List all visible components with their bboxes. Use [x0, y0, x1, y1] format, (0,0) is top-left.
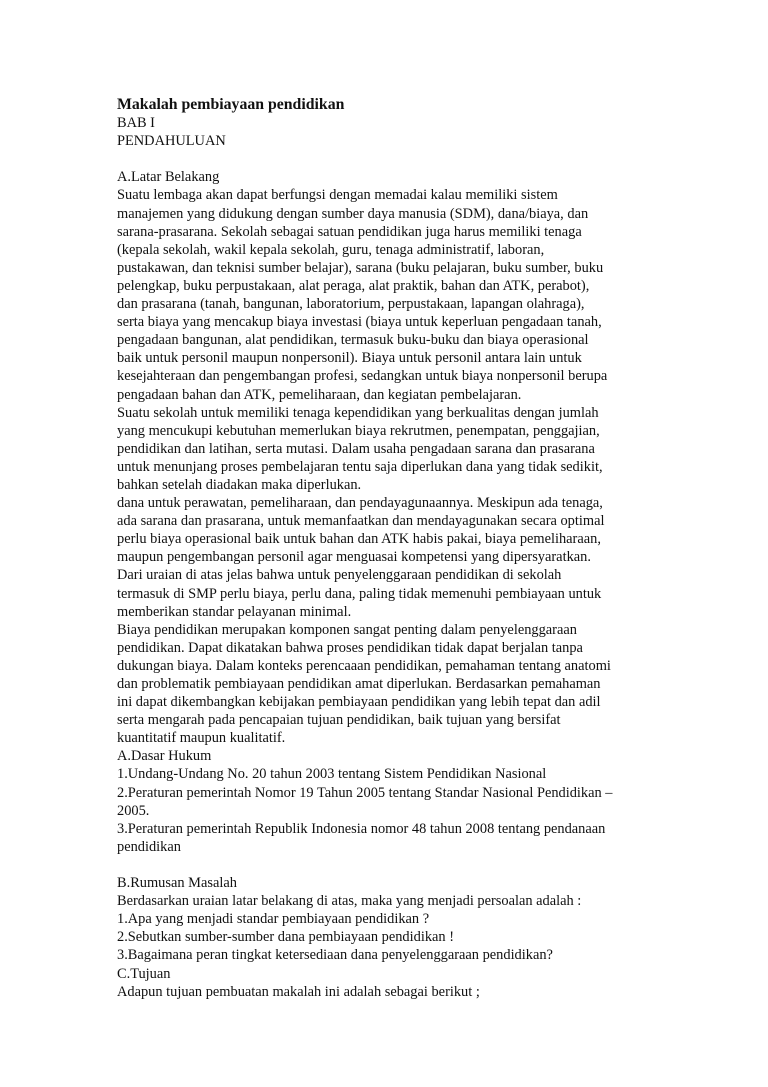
text-line: pelengkap, buku perpustakaan, alat peraga, alat praktik, bahan dan ATK, perabot),	[117, 277, 590, 294]
document-body	[117, 96, 662, 1001]
text-line: Dari uraian di atas jelas bahwa untuk penyelenggaraan pendidikan di sekolah	[117, 567, 562, 584]
text-line: yang mencukupi kebutuhan memerlukan biaya rekrutmen, penempatan, penggajian,	[117, 422, 600, 439]
blank-line	[117, 856, 662, 874]
text-line: 2.Sebutkan sumber-sumber dana pembiayaan pendidikan !	[117, 929, 454, 946]
text-line: kuantitatif maupun kualitatif.	[117, 730, 286, 747]
section-heading-tujuan: C.Tujuan	[117, 965, 171, 982]
text-line: 1.Undang-Undang No. 20 tahun 2003 tentang Sistem Pendidikan Nasional	[117, 766, 547, 783]
text-line: Suatu sekolah untuk memiliki tenaga kependidikan yang berkualitas dengan jumlah	[117, 404, 599, 421]
section-heading-dasar-hukum: A.Dasar Hukum	[117, 748, 212, 765]
text-line: dan problematik pembiayaan pendidikan amat diperlukan. Berdasarkan pemahaman	[117, 676, 601, 692]
text-line: pendidikan	[117, 838, 181, 855]
text-line: pengadaan bahan dan ATK, pemeliharaan, dan kegiatan pembelajaran.	[117, 386, 522, 403]
text-line: Suatu lembaga akan dapat berfungsi dengan memadai kalau memiliki sistem	[117, 187, 558, 204]
text-line: termasuk di SMP perlu biaya, perlu dana, paling tidak memenuhi pembiayaan untuk	[117, 585, 602, 602]
text-line: kesejahteraan dan pengembangan profesi, sedangkan untuk biaya nonpersonil berupa	[117, 368, 608, 385]
text-line: 2.Peraturan pemerintah Nomor 19 Tahun 2005 tentang Standar Nasional Pendidikan –	[117, 784, 613, 801]
text-line: Berdasarkan uraian latar belakang di atas, maka yang menjadi persoalan adalah :	[117, 893, 582, 910]
text-line: (kepala sekolah, wakil kepala sekolah, guru, tenaga administratif, laboran,	[117, 241, 545, 258]
section-latar-belakang	[117, 186, 662, 747]
text-line: bahkan setelah diadakan maka diperlukan.	[117, 476, 362, 493]
text-line: dukungan biaya. Dalam konteks perencaaan pendidikan, pemahaman tentang anatomi	[117, 657, 611, 674]
text-line: 2005.	[117, 802, 150, 819]
section-heading-latar-belakang: A.Latar Belakang	[117, 169, 220, 186]
text-line: pendidikan. Dapat dikatakan bahwa proses pendidikan tidak dapat berjalan tanpa	[117, 639, 583, 656]
text-line: pengadaan bangunan, alat pendidikan, termasuk buku-buku dan biaya operasional	[117, 332, 589, 349]
text-line: maupun pengembangan personil agar menguasai kompetensi yang dipersyaratkan.	[117, 549, 591, 566]
section-rumusan-masalah	[117, 892, 662, 964]
text-line: 3.Peraturan pemerintah Republik Indonesia nomor 48 tahun 2008 tentang pendanaan	[117, 820, 606, 837]
text-line: baik untuk personil maupun nonpersonil). Biaya untuk personil antara lain untuk	[117, 350, 582, 367]
text-line: 1.Apa yang menjadi standar pembiayaan pendidikan ?	[117, 911, 430, 928]
chapter-title: PENDAHULUAN	[117, 133, 226, 150]
text-line: serta biaya yang mencakup biaya investasi (biaya untuk keperluan pengadaan tanah,	[117, 314, 602, 331]
text-line: dana untuk perawatan, pemeliharaan, dan pendayagunaannya. Meskipun ada tenaga,	[117, 495, 603, 512]
text-line: Adapun tujuan pembuatan makalah ini adalah sebagai berikut ;	[117, 983, 480, 1000]
chapter-number: BAB I	[117, 115, 155, 132]
text-line: ada sarana dan prasarana, untuk memanfaatkan dan mendayagunakan secara optimal	[117, 513, 605, 530]
text-line: untuk menunjang proses pembelajaran tentu saja diperlukan dana yang tidak sedikit,	[117, 458, 603, 475]
text-line: Biaya pendidikan merupakan komponen sangat penting dalam penyelenggaraan	[117, 621, 577, 638]
text-line: memberikan standar pelayanan minimal.	[117, 603, 352, 620]
section-dasar-hukum	[117, 765, 662, 855]
text-line: sarana-prasarana. Sekolah sebagai satuan pendidikan juga harus memiliki tenaga	[117, 223, 582, 240]
text-line: pustakawan, dan teknisi sumber belajar), sarana (buku pelajaran, buku sumber, buku	[117, 259, 604, 276]
blank-line	[117, 150, 662, 168]
section-tujuan	[117, 983, 662, 1001]
text-line: manajemen yang didukung dengan sumber daya manusia (SDM), dana/biaya, dan	[117, 205, 589, 222]
document-title: Makalah pembiayaan pendidikan	[117, 96, 345, 113]
text-line: 3.Bagaimana peran tingkat ketersediaan dana penyelenggaraan pendidikan?	[117, 947, 553, 964]
text-line: pendidikan dan latihan, serta mutasi. Dalam usaha pengadaan sarana dan prasarana	[117, 440, 595, 457]
text-line: ini dapat dikembangkan kebijakan pembiayaan pendidikan yang lebih tepat dan adil	[117, 694, 601, 711]
text-line: perlu biaya operasional baik untuk bahan dan ATK habis pakai, biaya pemeliharaan,	[117, 531, 601, 548]
section-heading-rumusan-masalah: B.Rumusan Masalah	[117, 875, 237, 892]
text-line: dan prasarana (tanah, bangunan, laboratorium, perpustakaan, lapangan olahraga),	[117, 296, 585, 313]
text-line: serta mengarah pada pencapaian tujuan pendidikan, baik tujuan yang bersifat	[117, 712, 561, 729]
